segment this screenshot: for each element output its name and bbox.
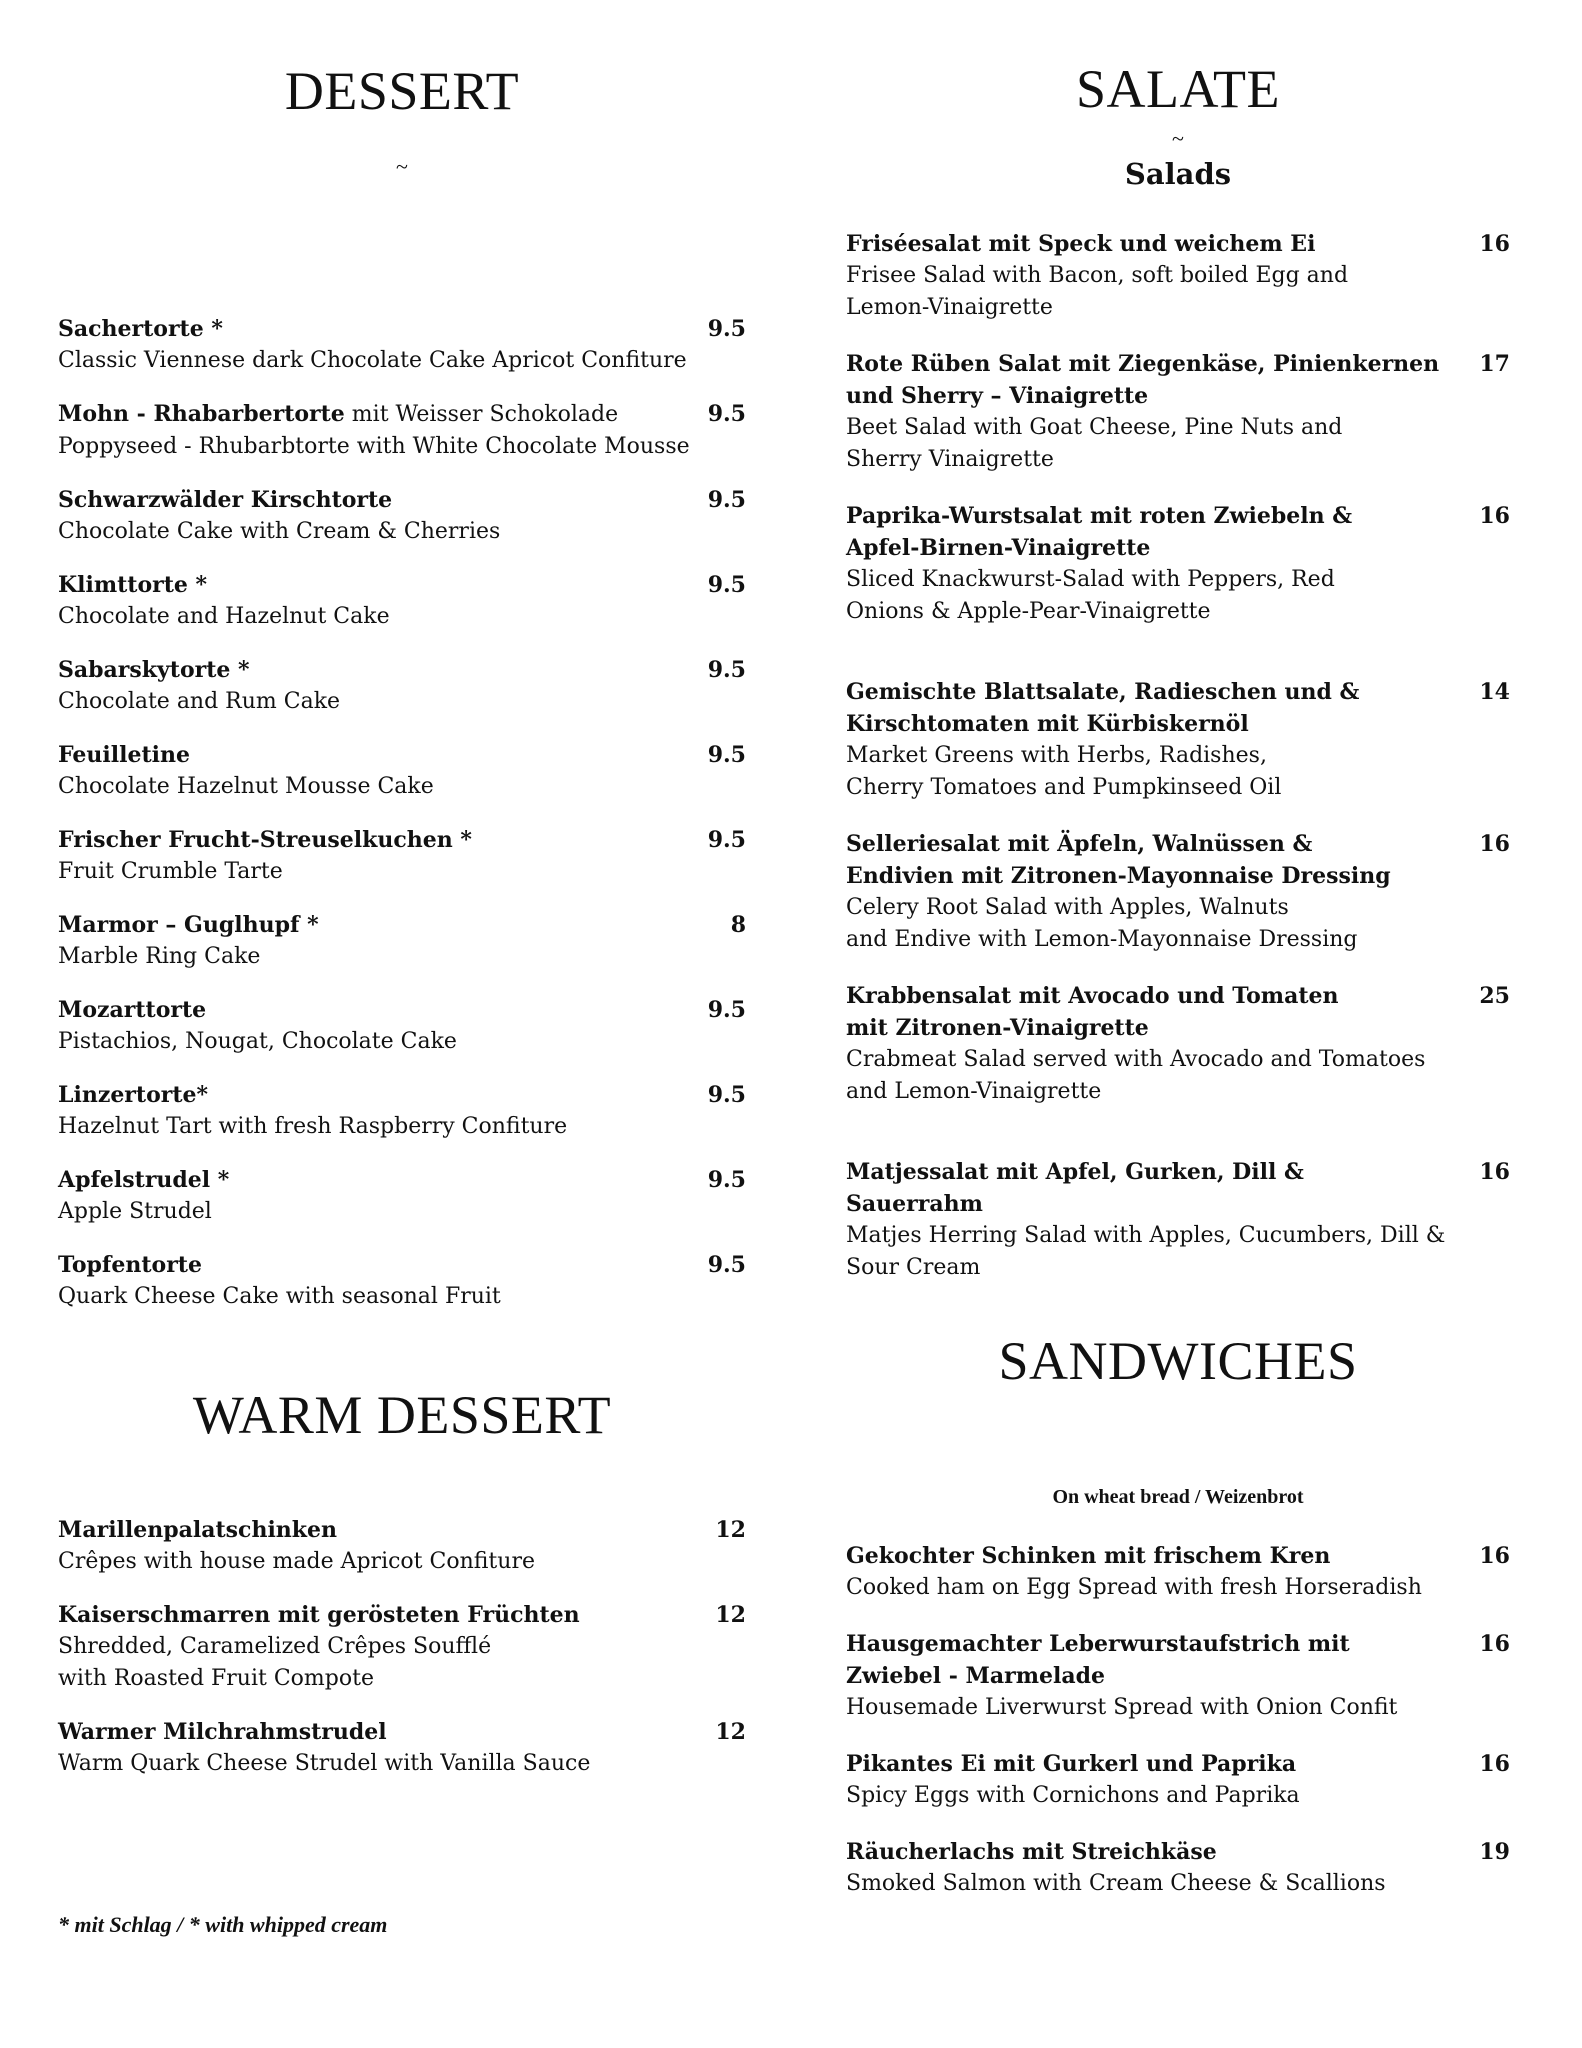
menu-item: [58, 484, 746, 548]
menu-item-description: Frisee Salad with Bacon, soft boiled Egg and Lemon-Vinaigrette: [846, 263, 1349, 320]
menu-item: [58, 1716, 746, 1780]
menu-item-price: 17: [1479, 351, 1510, 377]
menu-item-description: Shredded, Caramelized Crêpes Soufflé with Roasted Fruit Compote: [58, 1634, 492, 1691]
menu-item-name-text: Mohn - Rhabarbertorte: [58, 401, 345, 427]
menu-item-name-text: Mozarttorte: [58, 997, 207, 1023]
menu-item: [846, 348, 1510, 476]
menu-item-name: [846, 1748, 1510, 1780]
menu-item: [58, 824, 746, 888]
menu-item-price: 16: [1479, 503, 1510, 529]
menu-item-price: 9.5: [707, 1167, 746, 1193]
menu-item: [846, 1156, 1510, 1284]
menu-item: [846, 1628, 1510, 1724]
menu-item-name-text: Kaiserschmarren mit gerösteten Früchten: [58, 1602, 580, 1628]
menu-item: [58, 1599, 746, 1695]
menu-item-name-text: Sabarskytorte *: [58, 657, 250, 683]
menu-item-name: [58, 1164, 746, 1196]
dessert-divider: ~: [396, 154, 408, 179]
menu-item: [58, 1164, 746, 1228]
menu-item-description: Apple Strudel: [58, 1199, 212, 1224]
menu-item-name: [58, 909, 746, 941]
menu-item: [58, 1514, 746, 1578]
warm-dessert-list: [58, 1514, 746, 1780]
menu-item-name: [58, 824, 746, 856]
menu-item-name-text: Schwarzwälder Kirschtorte: [58, 487, 393, 513]
menu-item-name-text: Frischer Frucht-Streuselkuchen *: [58, 827, 472, 853]
menu-item-description: Chocolate and Rum Cake: [58, 689, 341, 714]
menu-item: [58, 569, 746, 633]
menu-item-description: Market Greens with Herbs, Radishes, Cherry Tomatoes and Pumpkinseed Oil: [846, 743, 1282, 800]
menu-item-price: 9.5: [707, 657, 746, 683]
dessert-title: DESSERT: [284, 61, 520, 121]
menu-item-name-text: Gekochter Schinken mit frischem Kren: [846, 1543, 1331, 1569]
menu-item-price: 9.5: [707, 1252, 746, 1278]
menu-item-name: [846, 1836, 1510, 1868]
menu-item-name: [846, 1156, 1510, 1220]
menu-item: [846, 676, 1510, 804]
menu-item: [58, 994, 746, 1058]
menu-item-name-text: Klimttorte *: [58, 572, 208, 598]
menu-item: [846, 1748, 1510, 1812]
menu-item-description: Cooked ham on Egg Spread with fresh Horseradish: [846, 1575, 1422, 1600]
menu-item-price: 9.5: [707, 997, 746, 1023]
menu-item-name-text: Räucherlachs mit Streichkäse: [846, 1839, 1217, 1865]
menu-item-price: 9.5: [707, 742, 746, 768]
menu-item-description: Marble Ring Cake: [58, 944, 261, 969]
menu-item-description: Smoked Salmon with Cream Cheese & Scallions: [846, 1871, 1386, 1896]
menu-item-name: [58, 1716, 746, 1748]
menu-item-description: Hazelnut Tart with fresh Raspberry Confiture: [58, 1114, 568, 1139]
menu-item-name: [58, 654, 746, 686]
menu-item-description: Celery Root Salad with Apples, Walnuts and Endive with Lemon-Mayonnaise Dressing: [846, 895, 1358, 952]
menu-item-name-text: Apfelstrudel *: [58, 1167, 230, 1193]
menu-item-name-text: Warmer Milchrahmstrudel: [58, 1719, 387, 1745]
menu-item-name: [58, 484, 746, 516]
menu-item-name: [58, 1249, 746, 1281]
menu-item: [58, 398, 746, 463]
menu-item-name-text: Linzertorte*: [58, 1082, 208, 1108]
menu-item-price: 9.5: [707, 827, 746, 853]
menu-item: [846, 1540, 1510, 1604]
menu-item-price: 12: [715, 1517, 746, 1543]
menu-item-name-text: Marillenpalatschinken: [58, 1517, 338, 1543]
menu-item-price: 12: [715, 1602, 746, 1628]
menu-item: [58, 1079, 746, 1143]
salate-divider: ~: [1172, 126, 1184, 151]
menu-item-description: Crabmeat Salad served with Avocado and Tomatoes and Lemon-Vinaigrette: [846, 1047, 1426, 1104]
menu-item-name: [58, 739, 746, 771]
menu-item-description: Quark Cheese Cake with seasonal Fruit: [58, 1284, 501, 1309]
menu-item-name: [846, 980, 1510, 1044]
menu-item-name: [846, 676, 1510, 740]
menu-item: [58, 909, 746, 973]
menu-item-price: 16: [1479, 1631, 1510, 1657]
menu-item-price: 9.5: [707, 572, 746, 598]
menu-item-name: [846, 1628, 1510, 1692]
menu-item-name-text: Friséesalat mit Speck und weichem Ei: [846, 231, 1316, 257]
menu-item-description: Chocolate and Hazelnut Cake: [58, 604, 390, 629]
menu-item-name: [846, 228, 1510, 260]
menu-item-price: 16: [1479, 831, 1510, 857]
menu-item-price: 16: [1479, 1159, 1510, 1185]
menu-item-name: [846, 500, 1510, 564]
menu-item-name-text: Krabbensalat mit Avocado und Tomaten mit Zitronen-Vinaigrette: [846, 983, 1339, 1041]
menu-item-name-text: Pikantes Ei mit Gurkerl und Paprika: [846, 1751, 1297, 1777]
menu-item-description: Crêpes with house made Apricot Confiture: [58, 1549, 535, 1574]
menu-item-description: Beet Salad with Goat Cheese, Pine Nuts and Sherry Vinaigrette: [846, 415, 1343, 472]
menu-item-name: [846, 348, 1510, 412]
menu-item-price: 9.5: [707, 1082, 746, 1108]
menu-item-name-text: Selleriesalat mit Äpfeln, Walnüssen & Endivien mit Zitronen-Mayonnaise Dressing: [846, 831, 1391, 889]
menu-item-description: Pistachios, Nougat, Chocolate Cake: [58, 1029, 457, 1054]
menu-item-description: Sliced Knackwurst-Salad with Peppers, Red Onions & Apple-Pear-Vinaigrette: [846, 567, 1335, 624]
menu-item-name-text: Hausgemachter Leberwurstaufstrich mit Zwiebel - Marmelade: [846, 1631, 1350, 1689]
menu-item-price: 8: [730, 912, 746, 938]
menu-item-name-text: Marmor – Guglhupf *: [58, 912, 319, 938]
menu-item-description: Spicy Eggs with Cornichons and Paprika: [846, 1783, 1300, 1808]
salate-title: SALATE: [1076, 59, 1280, 119]
menu-item-description: Chocolate Cake with Cream & Cherries: [58, 519, 501, 544]
menu-item-description: Chocolate Hazelnut Mousse Cake: [58, 774, 434, 799]
salate-list: [846, 228, 1510, 1284]
menu-item-name-suffix: mit Weisser Schokolade: [344, 402, 619, 427]
menu-item-price: 9.5: [707, 401, 746, 427]
menu-item-name: [846, 828, 1510, 892]
menu-item-price: 12: [715, 1719, 746, 1745]
menu-item: [58, 313, 746, 377]
menu-item-description: Classic Viennese dark Chocolate Cake Apricot Confiture: [58, 348, 687, 373]
menu-item: [846, 1836, 1510, 1900]
menu-item-name-text: Gemischte Blattsalate, Radieschen und & Kirschtomaten mit Kürbiskernöl: [846, 679, 1360, 737]
menu-item-name-text: Sachertorte *: [58, 316, 223, 342]
menu-item-name-text: Rote Rüben Salat mit Ziegenkäse, Pinienkernen und Sherry – Vinaigrette: [846, 351, 1440, 409]
menu-item-name: [58, 313, 746, 345]
menu-item-name: [58, 1599, 746, 1631]
menu-item: [58, 739, 746, 803]
menu-item-name-text: Paprika-Wurstsalat mit roten Zwiebeln & Apfel-Birnen-Vinaigrette: [846, 503, 1353, 561]
menu-item-name-text: Matjessalat mit Apfel, Gurken, Dill & Sauerrahm: [846, 1159, 1304, 1217]
menu-item-name: [58, 994, 746, 1026]
menu-item-description: Warm Quark Cheese Strudel with Vanilla Sauce: [58, 1751, 591, 1776]
menu-item-name-text: Topfentorte: [58, 1252, 202, 1278]
menu-item: [846, 828, 1510, 956]
menu-item-name: [58, 1079, 746, 1111]
menu-item: [846, 228, 1510, 324]
menu-item-description: Housemade Liverwurst Spread with Onion Confit: [846, 1695, 1398, 1720]
menu-item-price: 9.5: [707, 487, 746, 513]
dessert-list: [58, 313, 746, 1313]
menu-item-name: [58, 1514, 746, 1546]
menu-item: [846, 980, 1510, 1108]
menu-item-description: Poppyseed - Rhubarbtorte with White Chocolate Mousse: [58, 434, 690, 459]
sandwiches-list: [846, 1540, 1510, 1900]
menu-item-name: [846, 1540, 1510, 1572]
menu-item-name: [58, 569, 746, 601]
menu-item-price: 14: [1479, 679, 1510, 705]
warm-dessert-title: WARM DESSERT: [192, 1385, 612, 1445]
menu-item-price: 9.5: [707, 316, 746, 342]
whipped-cream-footnote: * mit Schlag / * with whipped cream: [58, 1912, 388, 1937]
menu-item-description: Matjes Herring Salad with Apples, Cucumbers, Dill & Sour Cream: [846, 1223, 1446, 1280]
sandwiches-bread-note: On wheat bread / Weizenbrot: [1052, 1486, 1304, 1508]
menu-item-price: 16: [1479, 231, 1510, 257]
menu-item-price: 25: [1479, 983, 1510, 1009]
menu-item: [58, 1249, 746, 1313]
menu-item: [58, 654, 746, 718]
menu-item-price: 16: [1479, 1751, 1510, 1777]
menu-item-price: 19: [1479, 1839, 1510, 1865]
menu-item-name-text: Feuilletine: [58, 742, 190, 768]
sandwiches-title: SANDWICHES: [998, 1331, 1358, 1391]
menu-item-description: Fruit Crumble Tarte: [58, 859, 283, 884]
menu-item: [846, 500, 1510, 628]
menu-item-price: 16: [1479, 1543, 1510, 1569]
salads-subtitle: Salads: [1124, 157, 1232, 191]
menu-item-name: [58, 398, 746, 431]
